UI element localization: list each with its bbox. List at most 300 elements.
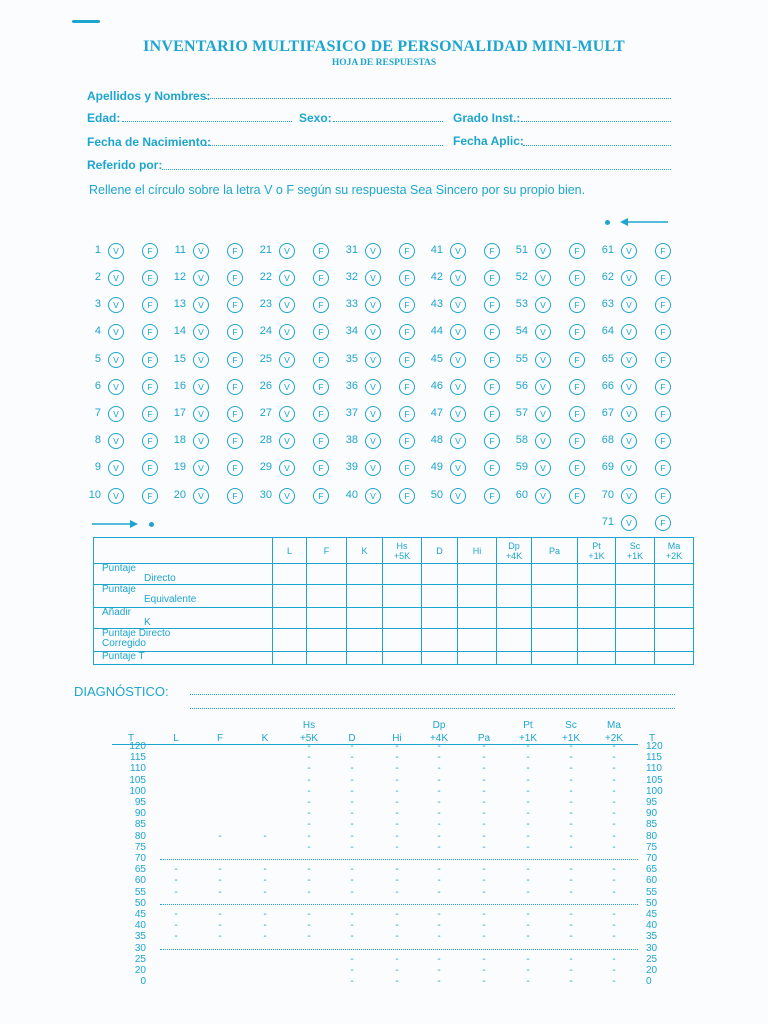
- question-number: 45: [430, 353, 443, 365]
- score-cell[interactable]: [578, 629, 616, 652]
- answer-f-bubble[interactable]: F: [655, 324, 671, 340]
- answer-v-bubble[interactable]: V: [535, 243, 551, 259]
- answer-f-bubble[interactable]: F: [569, 406, 585, 422]
- score-cell[interactable]: [458, 652, 497, 665]
- answer-v-bubble[interactable]: V: [621, 352, 637, 368]
- answer-f-bubble[interactable]: F: [655, 379, 671, 395]
- graph-tick: -: [350, 864, 354, 876]
- answer-f-bubble[interactable]: F: [399, 324, 415, 340]
- col-pt: Pt +1K: [578, 538, 616, 564]
- graph-tick: -: [612, 931, 616, 943]
- answer-f-bubble[interactable]: F: [227, 297, 243, 313]
- answer-f-bubble[interactable]: F: [569, 243, 585, 259]
- question-number: 43: [430, 298, 443, 310]
- question-number: 56: [515, 380, 528, 392]
- answer-v-bubble[interactable]: V: [108, 324, 124, 340]
- answer-v-bubble[interactable]: V: [450, 270, 466, 286]
- answer-f-bubble[interactable]: F: [142, 243, 158, 259]
- answer-f-bubble[interactable]: F: [569, 352, 585, 368]
- answer-v-bubble[interactable]: V: [279, 324, 295, 340]
- graph-t-value-left: 30: [134, 942, 146, 954]
- answer-f-bubble[interactable]: F: [484, 270, 500, 286]
- graph-tick: -: [612, 819, 616, 831]
- answer-f-bubble[interactable]: F: [313, 488, 329, 504]
- answer-f-bubble[interactable]: F: [484, 243, 500, 259]
- field-nacimiento[interactable]: [205, 145, 443, 146]
- graph-tick: -: [350, 752, 354, 764]
- answer-v-bubble[interactable]: V: [193, 379, 209, 395]
- score-cell[interactable]: [273, 608, 307, 629]
- answer-v-bubble[interactable]: V: [108, 352, 124, 368]
- answer-f-bubble[interactable]: F: [484, 488, 500, 504]
- graph-t-value-right: 0: [646, 976, 652, 988]
- graph-scale-label: K: [261, 733, 269, 744]
- graph-tick: -: [350, 909, 354, 920]
- graph-tick: -: [526, 875, 530, 887]
- graph-t-value-right: 90: [646, 808, 658, 820]
- score-row-label-line2: Directo: [144, 573, 176, 584]
- score-cell[interactable]: [307, 564, 347, 585]
- score-cell[interactable]: [458, 629, 497, 652]
- graph-tick: -: [612, 797, 616, 808]
- answer-v-bubble[interactable]: V: [279, 379, 295, 395]
- answer-v-bubble[interactable]: V: [621, 270, 637, 286]
- graph-tick: -: [307, 808, 311, 820]
- question-number: 62: [601, 271, 614, 283]
- answer-f-bubble[interactable]: F: [655, 488, 671, 504]
- answer-f-bubble[interactable]: F: [655, 352, 671, 368]
- answer-v-bubble[interactable]: V: [108, 297, 124, 313]
- score-cell[interactable]: [347, 652, 383, 665]
- question-number: 2: [94, 271, 101, 283]
- answer-v-bubble[interactable]: V: [450, 406, 466, 422]
- field-edad[interactable]: [122, 121, 292, 122]
- answer-f-bubble[interactable]: F: [484, 433, 500, 449]
- score-row-label: [94, 564, 273, 585]
- answer-f-bubble[interactable]: F: [655, 460, 671, 476]
- field-referido[interactable]: [162, 169, 671, 170]
- score-row-label-line2: Equivalente: [144, 594, 197, 605]
- graph-tick: -: [482, 864, 486, 876]
- score-cell[interactable]: [307, 629, 347, 652]
- answer-f-bubble[interactable]: F: [142, 324, 158, 340]
- col-k: K: [347, 538, 383, 564]
- score-cell[interactable]: [616, 652, 655, 665]
- answer-v-bubble[interactable]: V: [365, 406, 381, 422]
- score-cell[interactable]: [383, 652, 422, 665]
- score-cell[interactable]: [458, 585, 497, 608]
- answer-v-bubble[interactable]: V: [193, 433, 209, 449]
- graph-tick: -: [395, 864, 399, 876]
- question-number: 25: [259, 353, 272, 365]
- answer-f-bubble[interactable]: F: [655, 433, 671, 449]
- answer-v-bubble[interactable]: V: [193, 270, 209, 286]
- answer-v-bubble[interactable]: V: [535, 379, 551, 395]
- question-number: 42: [430, 271, 443, 283]
- answer-f-bubble[interactable]: F: [313, 270, 329, 286]
- score-cell[interactable]: [422, 652, 458, 665]
- answer-f-bubble[interactable]: F: [313, 352, 329, 368]
- graph-t-value-left: 65: [134, 864, 146, 876]
- arrow-left-icon: [620, 216, 670, 228]
- score-cell[interactable]: [497, 564, 532, 585]
- graph-tick: -: [482, 774, 486, 786]
- score-cell[interactable]: [307, 608, 347, 629]
- field-sexo[interactable]: [333, 121, 443, 122]
- answer-v-bubble[interactable]: V: [450, 297, 466, 313]
- question-number: 16: [173, 380, 186, 392]
- answer-f-bubble[interactable]: F: [142, 352, 158, 368]
- score-cell[interactable]: [347, 585, 383, 608]
- answer-v-bubble[interactable]: V: [621, 406, 637, 422]
- score-cell[interactable]: [532, 564, 578, 585]
- answer-v-bubble[interactable]: V: [535, 488, 551, 504]
- graph-tick: -: [612, 953, 616, 965]
- answer-f-bubble[interactable]: F: [569, 488, 585, 504]
- answer-f-bubble[interactable]: F: [227, 406, 243, 422]
- answer-v-bubble[interactable]: V: [621, 433, 637, 449]
- answer-f-bubble[interactable]: F: [227, 488, 243, 504]
- graph-tick: -: [174, 864, 178, 876]
- answer-v-bubble[interactable]: V: [108, 406, 124, 422]
- answer-f-bubble[interactable]: F: [313, 433, 329, 449]
- graph-tick: -: [437, 909, 441, 920]
- question-number: 71: [601, 516, 614, 528]
- answer-f-bubble[interactable]: F: [142, 270, 158, 286]
- col-sc: Sc +1K: [616, 538, 655, 564]
- answer-v-bubble[interactable]: V: [535, 460, 551, 476]
- graph-tick: -: [612, 830, 616, 842]
- answer-f-bubble[interactable]: F: [655, 297, 671, 313]
- score-cell[interactable]: [458, 608, 497, 629]
- answer-v-bubble[interactable]: V: [621, 243, 637, 259]
- answer-v-bubble[interactable]: V: [450, 379, 466, 395]
- answer-v-bubble[interactable]: V: [535, 406, 551, 422]
- graph-tick: -: [307, 841, 311, 853]
- question-number: 61: [601, 244, 614, 256]
- score-cell[interactable]: [422, 608, 458, 629]
- answer-v-bubble[interactable]: V: [279, 297, 295, 313]
- graph-tick: -: [482, 763, 486, 775]
- score-cell[interactable]: [578, 564, 616, 585]
- answer-v-bubble[interactable]: V: [365, 460, 381, 476]
- answer-f-bubble[interactable]: F: [569, 297, 585, 313]
- score-cell[interactable]: [383, 564, 422, 585]
- score-cell[interactable]: [347, 608, 383, 629]
- answer-v-bubble[interactable]: V: [365, 270, 381, 286]
- answer-v-bubble[interactable]: V: [621, 515, 637, 531]
- score-row-label-line1: Puntaje Directo: [102, 628, 171, 639]
- answer-v-bubble[interactable]: V: [279, 488, 295, 504]
- answer-f-bubble[interactable]: F: [655, 270, 671, 286]
- score-cell[interactable]: [347, 629, 383, 652]
- answer-v-bubble[interactable]: V: [535, 270, 551, 286]
- answer-f-bubble[interactable]: F: [227, 324, 243, 340]
- graph-tick: -: [569, 909, 573, 920]
- answer-v-bubble[interactable]: V: [193, 297, 209, 313]
- answer-f-bubble[interactable]: F: [399, 460, 415, 476]
- graph-t-value-left: 60: [134, 875, 146, 887]
- answer-f-bubble[interactable]: F: [399, 488, 415, 504]
- answer-v-bubble[interactable]: V: [279, 433, 295, 449]
- score-cell[interactable]: [422, 564, 458, 585]
- answer-v-bubble[interactable]: V: [450, 324, 466, 340]
- answer-f-bubble[interactable]: F: [142, 406, 158, 422]
- answer-v-bubble[interactable]: V: [365, 324, 381, 340]
- question-number: 14: [173, 325, 186, 337]
- answer-f-bubble[interactable]: F: [313, 379, 329, 395]
- answer-f-bubble[interactable]: F: [484, 460, 500, 476]
- answer-f-bubble[interactable]: F: [569, 270, 585, 286]
- score-cell[interactable]: [497, 652, 532, 665]
- graph-tick: -: [307, 886, 311, 898]
- question-number: 23: [259, 298, 272, 310]
- score-cell[interactable]: [616, 608, 655, 629]
- graph-tick: -: [307, 763, 311, 775]
- question-number: 68: [601, 434, 614, 446]
- question-number: 31: [345, 244, 358, 256]
- field-aplic[interactable]: [523, 145, 671, 146]
- score-cell[interactable]: [307, 652, 347, 665]
- score-cell[interactable]: [532, 585, 578, 608]
- score-cell[interactable]: [578, 652, 616, 665]
- answer-f-bubble[interactable]: F: [484, 297, 500, 313]
- answer-f-bubble[interactable]: F: [227, 460, 243, 476]
- question-number: 49: [430, 461, 443, 473]
- answer-f-bubble[interactable]: F: [569, 433, 585, 449]
- question-number: 9: [94, 461, 101, 473]
- question-number: 46: [430, 380, 443, 392]
- score-cell[interactable]: [497, 585, 532, 608]
- graph-tick: -: [307, 920, 311, 932]
- question-number: 27: [259, 407, 272, 419]
- graph-tick: -: [569, 886, 573, 898]
- answer-f-bubble[interactable]: F: [313, 460, 329, 476]
- graph-t-value-left: 110: [130, 763, 146, 775]
- col-hi: Hi: [458, 538, 497, 564]
- question-number: 22: [259, 271, 272, 283]
- answer-v-bubble[interactable]: V: [365, 433, 381, 449]
- graph-t-value-right: 75: [646, 841, 658, 853]
- col-hs: Hs +5K: [383, 538, 422, 564]
- answer-f-bubble[interactable]: F: [484, 324, 500, 340]
- answer-v-bubble[interactable]: V: [279, 352, 295, 368]
- instructions: Rellene el círculo sobre la letra V o F según su respuesta Sea Sincero por su propio bien.: [89, 183, 586, 197]
- answer-f-bubble[interactable]: F: [142, 433, 158, 449]
- answer-f-bubble[interactable]: F: [142, 488, 158, 504]
- answer-f-bubble[interactable]: F: [227, 243, 243, 259]
- answer-v-bubble[interactable]: V: [365, 243, 381, 259]
- score-cell[interactable]: [532, 629, 578, 652]
- answer-v-bubble[interactable]: V: [108, 379, 124, 395]
- graph-t-value-left: 80: [134, 830, 146, 842]
- answer-f-bubble[interactable]: F: [142, 460, 158, 476]
- question-number: 58: [515, 434, 528, 446]
- score-cell[interactable]: [578, 585, 616, 608]
- score-cell[interactable]: [273, 652, 307, 665]
- answer-f-bubble[interactable]: F: [399, 270, 415, 286]
- answer-v-bubble[interactable]: V: [279, 243, 295, 259]
- score-cell[interactable]: [532, 608, 578, 629]
- graph-tick: -: [395, 785, 399, 797]
- answer-f-bubble[interactable]: F: [399, 433, 415, 449]
- diagnostico-line-1[interactable]: [190, 694, 675, 695]
- answer-f-bubble[interactable]: F: [484, 352, 500, 368]
- answer-v-bubble[interactable]: V: [193, 352, 209, 368]
- score-cell[interactable]: [532, 652, 578, 665]
- answer-v-bubble[interactable]: V: [621, 488, 637, 504]
- answer-v-bubble[interactable]: V: [450, 243, 466, 259]
- answer-v-bubble[interactable]: V: [365, 297, 381, 313]
- graph-tick: -: [174, 909, 178, 920]
- answer-v-bubble[interactable]: V: [621, 379, 637, 395]
- graph-t-value-right: 20: [646, 965, 658, 976]
- field-nombres[interactable]: [205, 98, 671, 99]
- score-cell[interactable]: [616, 564, 655, 585]
- score-cell[interactable]: [422, 629, 458, 652]
- graph-tick: -: [307, 864, 311, 876]
- answer-v-bubble[interactable]: V: [535, 433, 551, 449]
- answer-f-bubble[interactable]: F: [484, 406, 500, 422]
- answer-f-bubble[interactable]: F: [484, 379, 500, 395]
- answer-v-bubble[interactable]: V: [365, 379, 381, 395]
- score-cell[interactable]: [655, 652, 694, 665]
- answer-f-bubble[interactable]: F: [655, 406, 671, 422]
- score-cell[interactable]: [655, 608, 694, 629]
- score-row-label: [94, 629, 273, 652]
- score-cell[interactable]: [458, 564, 497, 585]
- answer-f-bubble[interactable]: F: [313, 297, 329, 313]
- answer-f-bubble[interactable]: F: [227, 352, 243, 368]
- answer-v-bubble[interactable]: V: [365, 352, 381, 368]
- graph-tick: -: [307, 797, 311, 808]
- answer-f-bubble[interactable]: F: [399, 243, 415, 259]
- score-table: [93, 537, 694, 665]
- answer-f-bubble[interactable]: F: [313, 324, 329, 340]
- answer-f-bubble[interactable]: F: [227, 433, 243, 449]
- graph-tick: -: [437, 965, 441, 976]
- score-cell[interactable]: [383, 608, 422, 629]
- answer-f-bubble[interactable]: F: [655, 243, 671, 259]
- answer-f-bubble[interactable]: F: [399, 352, 415, 368]
- answer-v-bubble[interactable]: V: [365, 488, 381, 504]
- graph-t-value-right: 25: [646, 953, 658, 965]
- score-cell[interactable]: [273, 585, 307, 608]
- question-number: 18: [173, 434, 186, 446]
- answer-v-bubble[interactable]: V: [450, 433, 466, 449]
- graph-tick: -: [437, 785, 441, 797]
- answer-f-bubble[interactable]: F: [399, 406, 415, 422]
- graph-tick: -: [526, 741, 530, 752]
- graph-tick: -: [526, 886, 530, 898]
- answer-v-bubble[interactable]: V: [193, 324, 209, 340]
- diagnostico-line-2[interactable]: [190, 708, 675, 709]
- label-nacimiento: Fecha de Nacimiento:: [87, 135, 212, 149]
- question-number: 59: [515, 461, 528, 473]
- score-cell[interactable]: [273, 629, 307, 652]
- answer-v-bubble[interactable]: V: [450, 352, 466, 368]
- answer-v-bubble[interactable]: V: [279, 270, 295, 286]
- question-number: 37: [345, 407, 358, 419]
- graph-t-value-left: 75: [134, 841, 146, 853]
- score-cell[interactable]: [422, 585, 458, 608]
- answer-f-bubble[interactable]: F: [142, 297, 158, 313]
- answer-v-bubble[interactable]: V: [535, 324, 551, 340]
- graph-tick: -: [482, 808, 486, 820]
- answer-f-bubble[interactable]: F: [227, 379, 243, 395]
- answer-f-bubble[interactable]: F: [569, 379, 585, 395]
- graph-tick: -: [437, 931, 441, 943]
- answer-v-bubble[interactable]: V: [108, 243, 124, 259]
- answer-v-bubble[interactable]: V: [621, 324, 637, 340]
- score-cell[interactable]: [273, 564, 307, 585]
- score-cell[interactable]: [655, 564, 694, 585]
- graph-scale-label: Hi: [392, 733, 402, 744]
- answer-v-bubble[interactable]: V: [108, 270, 124, 286]
- graph-tick: -: [218, 886, 222, 898]
- score-cell[interactable]: [383, 585, 422, 608]
- score-cell[interactable]: [655, 629, 694, 652]
- answer-v-bubble[interactable]: V: [621, 297, 637, 313]
- diagnostico-label: DIAGNÓSTICO:: [74, 684, 169, 699]
- graph-tick: -: [612, 763, 616, 775]
- answer-f-bubble[interactable]: F: [313, 406, 329, 422]
- field-grado[interactable]: [521, 121, 671, 122]
- graph-tick: -: [526, 909, 530, 920]
- score-cell[interactable]: [497, 629, 532, 652]
- answer-v-bubble[interactable]: V: [193, 406, 209, 422]
- answer-f-bubble[interactable]: F: [399, 297, 415, 313]
- score-cell[interactable]: [497, 608, 532, 629]
- answer-v-bubble[interactable]: V: [450, 488, 466, 504]
- answer-v-bubble[interactable]: V: [621, 460, 637, 476]
- answer-v-bubble[interactable]: V: [279, 406, 295, 422]
- answer-f-bubble[interactable]: F: [569, 460, 585, 476]
- answer-v-bubble[interactable]: V: [108, 433, 124, 449]
- question-number: 4: [94, 325, 101, 337]
- graph-t-value-left: 0: [140, 976, 146, 988]
- answer-f-bubble[interactable]: F: [227, 270, 243, 286]
- question-number: 47: [430, 407, 443, 419]
- answer-v-bubble[interactable]: V: [108, 460, 124, 476]
- answer-v-bubble[interactable]: V: [450, 460, 466, 476]
- score-cell[interactable]: [307, 585, 347, 608]
- answer-v-bubble[interactable]: V: [279, 460, 295, 476]
- score-cell[interactable]: [347, 564, 383, 585]
- graph-tick: -: [350, 797, 354, 808]
- graph-tick: -: [612, 864, 616, 876]
- answer-f-bubble[interactable]: F: [142, 379, 158, 395]
- answer-f-bubble[interactable]: F: [313, 243, 329, 259]
- graph-tick: -: [526, 763, 530, 775]
- answer-v-bubble[interactable]: V: [193, 488, 209, 504]
- answer-f-bubble[interactable]: F: [569, 324, 585, 340]
- answer-v-bubble[interactable]: V: [193, 243, 209, 259]
- answer-v-bubble[interactable]: V: [535, 352, 551, 368]
- score-cell[interactable]: [655, 585, 694, 608]
- score-cell[interactable]: [383, 629, 422, 652]
- score-cell[interactable]: [578, 608, 616, 629]
- answer-f-bubble[interactable]: F: [399, 379, 415, 395]
- answer-v-bubble[interactable]: V: [535, 297, 551, 313]
- col-f: F: [307, 538, 347, 564]
- answer-f-bubble[interactable]: F: [655, 515, 671, 531]
- answer-v-bubble[interactable]: V: [108, 488, 124, 504]
- graph-t-value-right: 95: [646, 797, 658, 808]
- score-cell[interactable]: [616, 585, 655, 608]
- score-cell[interactable]: [616, 629, 655, 652]
- answer-v-bubble[interactable]: V: [193, 460, 209, 476]
